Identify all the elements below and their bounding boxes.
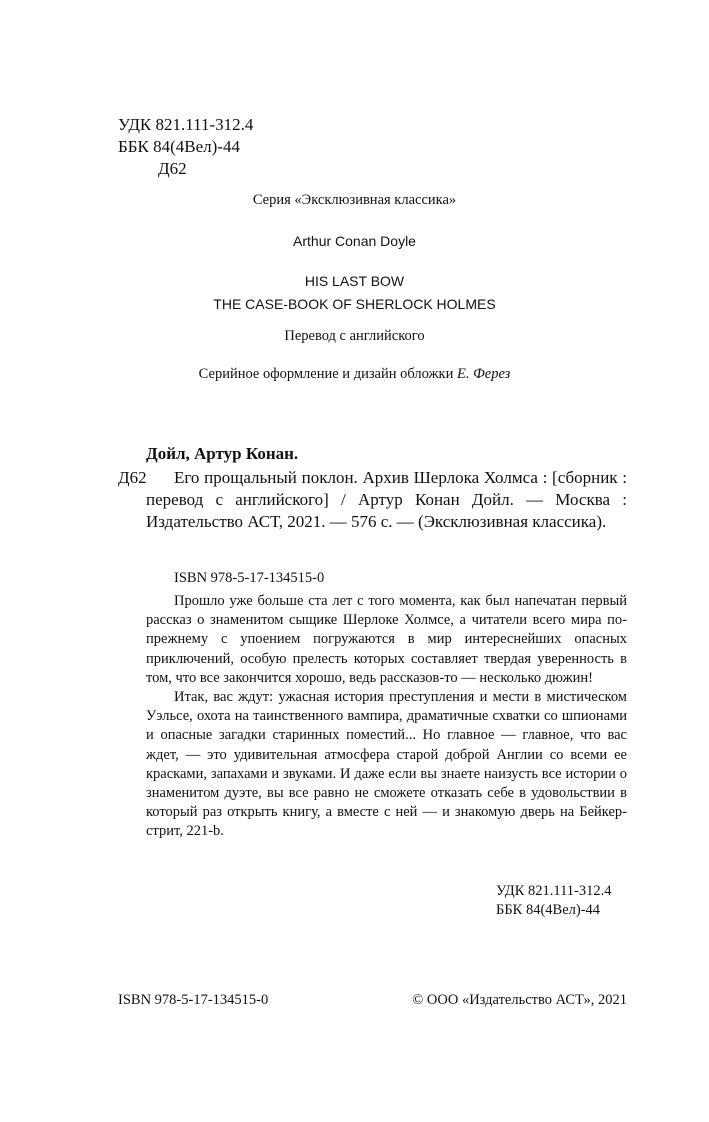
footer-isbn: ISBN 978-5-17-134515-0: [118, 992, 269, 1008]
isbn: ISBN 978-5-17-134515-0: [174, 570, 325, 586]
annotation-paragraph-1: Прошло уже больше ста лет с того момента, как был напечатан первый рассказ о знаменитом сыщике Шерлоке Холмсе, а читатели всего мира по-прежнему с упоением погружаются в мир интереснейших опасных приключений, особую прелесть которых составляет твердая уверенность в том, что все закончится хорошо, ведь рассказов-то — несколько дюжин!: [146, 593, 627, 686]
annotation: [146, 592, 627, 842]
original-titles: [0, 270, 709, 316]
classification-codes: [118, 114, 253, 180]
udk-code: УДК 821.111-312.4: [118, 115, 254, 134]
original-author: Arthur Conan Doyle: [293, 233, 416, 249]
translation-note: Перевод с английского: [284, 328, 425, 344]
bibliographic-heading: Дойл, Артур Конан.: [146, 444, 299, 463]
footer-copyright: © ООО «Издательство АСТ», 2021: [412, 992, 627, 1008]
udk-code-bottom: УДК 821.111-312.4: [496, 883, 612, 899]
bibliographic-mark: Д62: [118, 468, 147, 487]
bbk-code: ББК 84(4Вел)-44: [118, 137, 240, 156]
original-title-2: THE CASE-BOOK OF SHERLOCK HOLMES: [213, 296, 496, 312]
classification-codes-bottom: [496, 882, 612, 920]
bibliographic-text: Его прощальный поклон. Архив Шерлока Холмса : [сборник : перевод с английского] / Артур Конан Дойл. — Москва : Издательство АСТ, 2021. — 576 с. — (Эксклюзивная классика).: [146, 468, 627, 531]
series-line: Серия «Эксклюзивная классика»: [252, 192, 457, 208]
bbk-code-bottom: ББК 84(4Вел)-44: [496, 902, 601, 918]
design-credit-text: Серийное оформление и дизайн обложки: [198, 366, 457, 382]
author-mark: Д62: [158, 159, 187, 178]
design-credit-name: Е. Ферез: [456, 366, 511, 382]
original-title-1: HIS LAST BOW: [304, 273, 405, 289]
bibliographic-description: [118, 467, 627, 533]
annotation-paragraph-2: Итак, вас ждут: ужасная история преступления и мести в мистическом Уэльсе, охота на таинственного вампира, драматичные схватки со шпионами и опасные загадки старинных поместий... Но главное — главное, что вас ждет, — это удивительная атмосфера старой доброй Англии со всеми ее красками, запахами и звуками. И даже если вы знаете наизусть все истории о знаменитом дуэте, вы все равно не сможете отказать себе в удовольствии в который раз открыть книгу, а вместе с ней — и знакомую дверь на Бейкер-стрит, 221-b.: [146, 689, 627, 840]
design-credit: [0, 366, 709, 383]
